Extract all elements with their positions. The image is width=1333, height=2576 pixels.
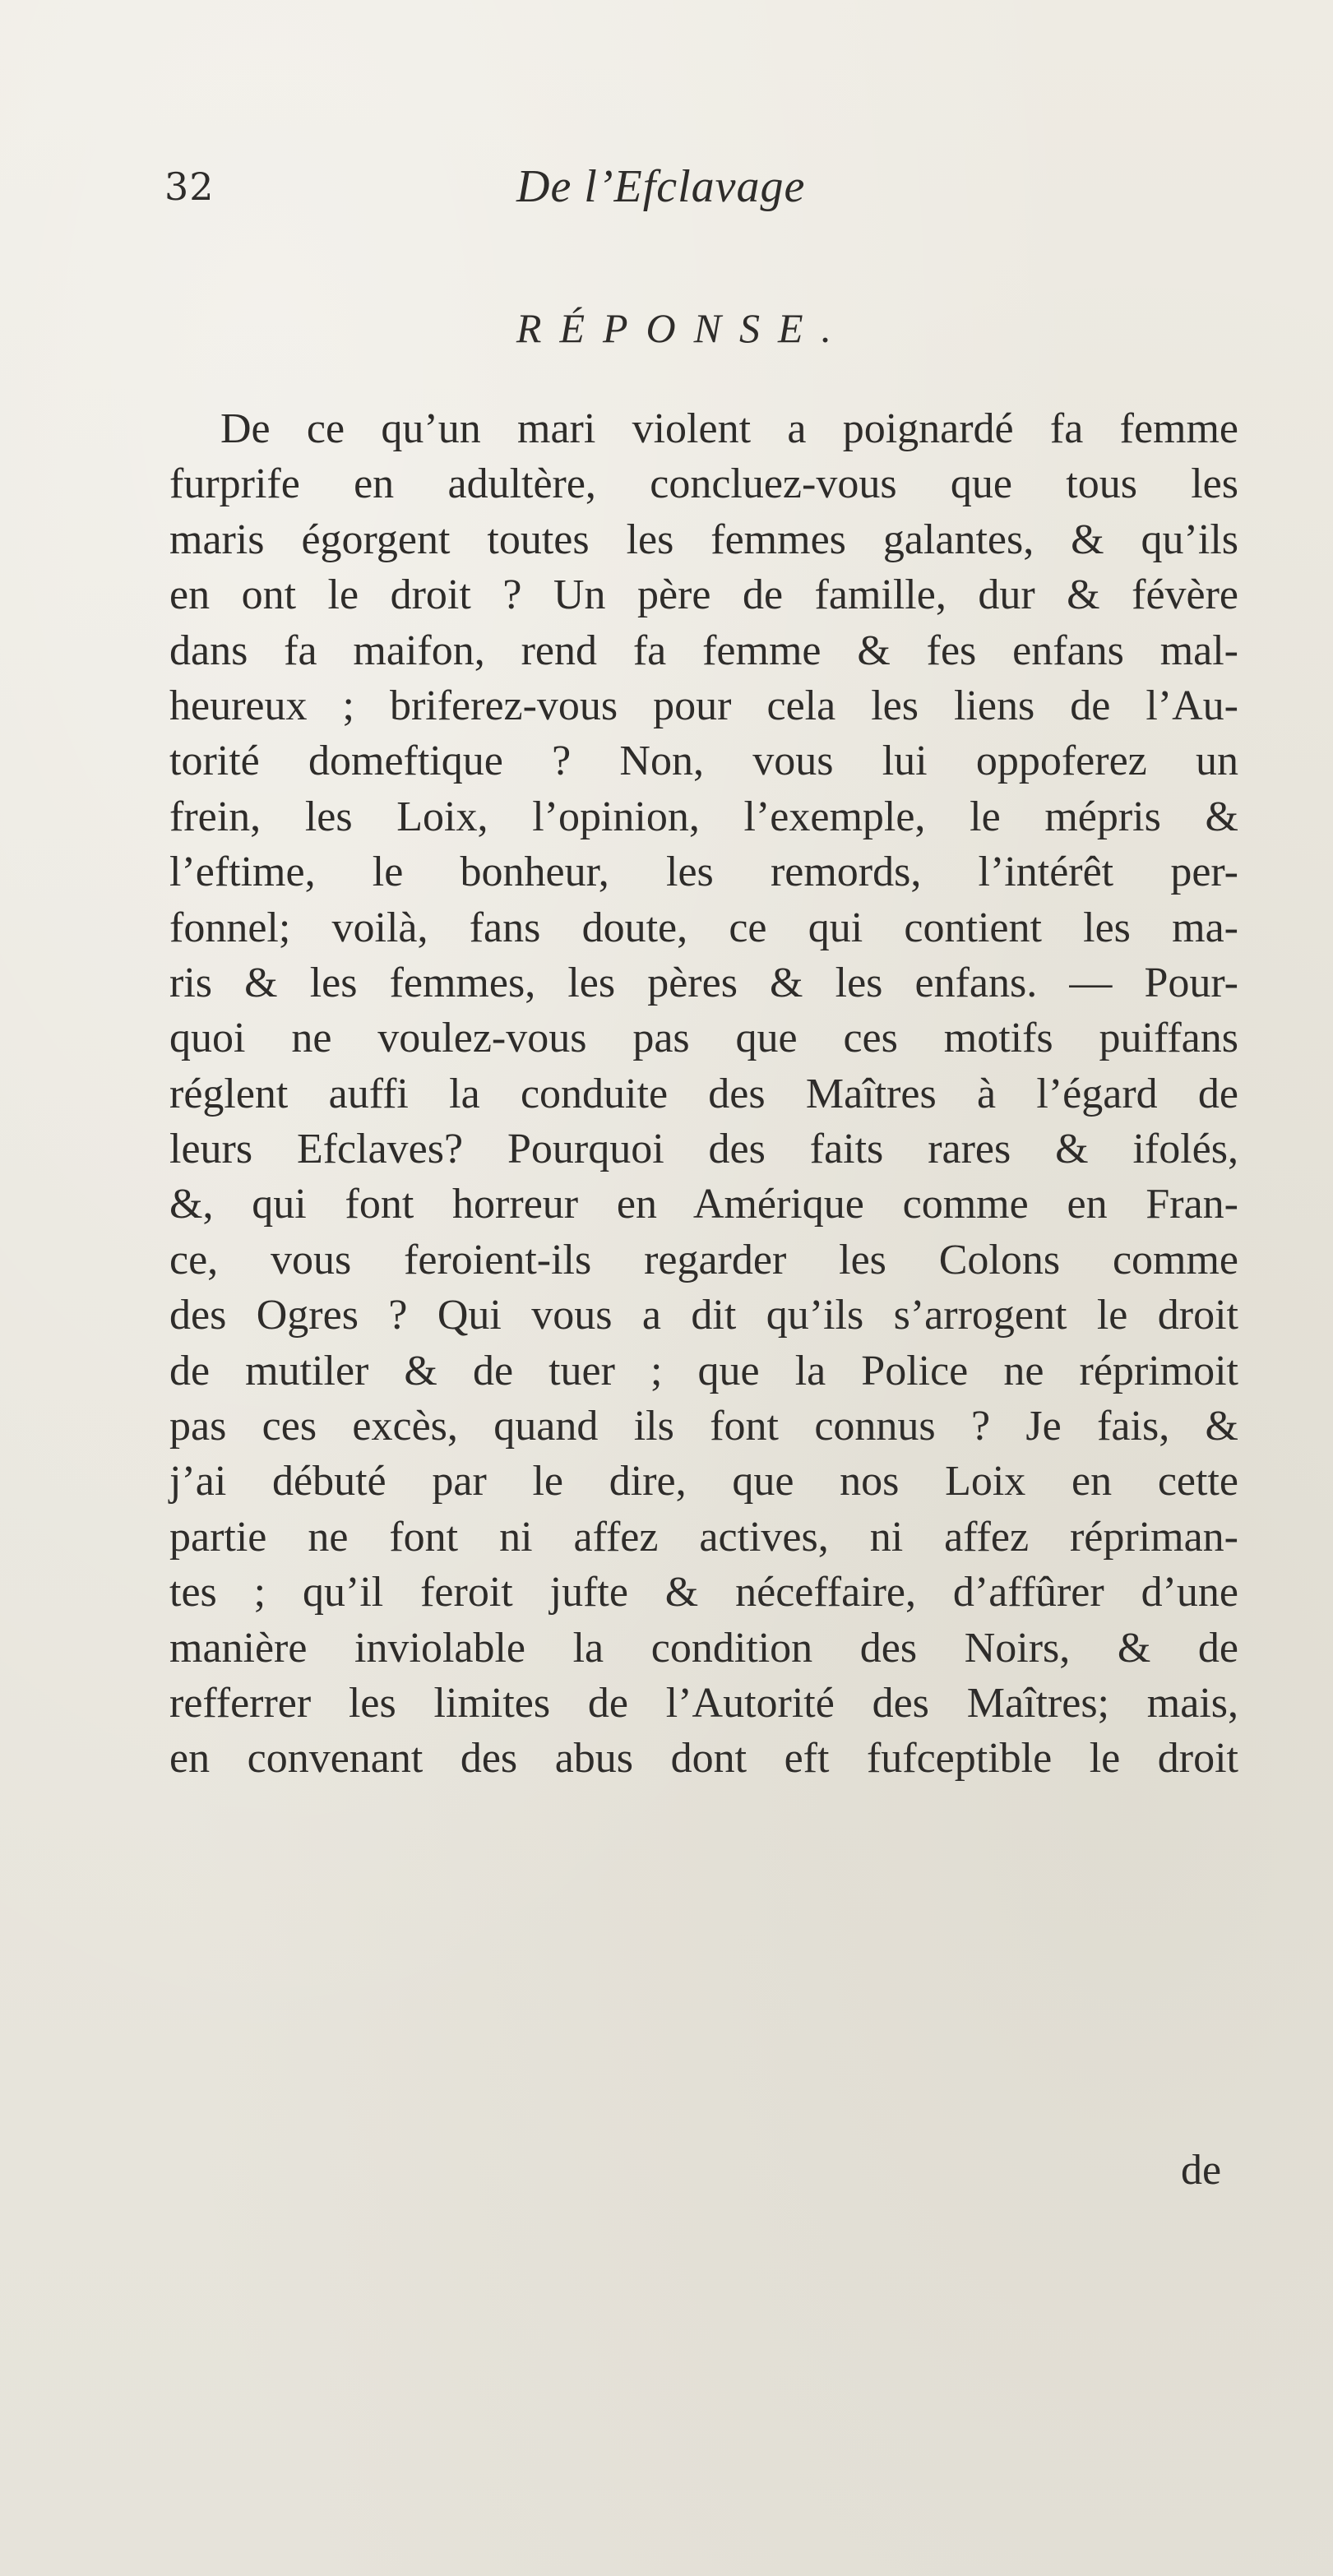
text-line: partie ne font ni affez actives, ni affez répriman- [169,1513,1238,1561]
body-text [169,401,1238,1787]
running-head: De l’Efclavage [516,161,806,212]
text-line: dans fa maifon, rend fa femme & fes enfans mal- [169,627,1238,674]
text-line: tes ; qu’il feroit jufte & néceffaire, d’affûrer d’une [169,1569,1238,1616]
text-line: heureux ; briferez-vous pour cela les liens de l’Au- [169,682,1238,729]
text-line: ris & les femmes, les pères & les enfans. — Pour- [169,959,1238,1006]
text-line: torité domeftique ? Non, vous lui oppoferez un [169,738,1238,785]
text-line: l’eftime, le bonheur, les remords, l’intérêt per- [169,849,1238,896]
text-line: en ont le droit ? Un père de famille, dur & févère [169,571,1238,619]
text-line: De ce qu’un mari violent a poignardé fa femme [220,405,1238,452]
text-line: manière inviolable la condition des Noirs, & de [169,1624,1238,1672]
text-line: j’ai débuté par le dire, que nos Loix en cette [169,1458,1238,1505]
text-line: ce, vous feroient-ils regarder les Colons comme [169,1236,1238,1283]
text-line: frein, les Loix, l’opinion, l’exemple, le mépris & [169,793,1238,840]
text-line: pas ces excès, quand ils font connus ? Je fais, & [169,1403,1238,1450]
text-line: des Ogres ? Qui vous a dit qu’ils s’arrogent le droit [169,1292,1238,1339]
text-line: réglent auffi la conduite des Maîtres à l’égard de [169,1070,1238,1117]
text-line: leurs Efclaves? Pourquoi des faits rares & ifolés, [169,1126,1238,1173]
text-line: &, qui font horreur en Amérique comme en Fran- [169,1181,1238,1228]
text-line: fonnel; voilà, fans doute, ce qui contient les ma- [169,904,1238,951]
text-line: de mutiler & de tuer ; que la Police ne réprimoit [169,1347,1238,1394]
section-title: RÉPONSE. [516,305,850,351]
text-line: refferrer les limites de l’Autorité des Maîtres; mais, [169,1679,1238,1727]
text-line: quoi ne voulez-vous pas que ces motifs puiffans [169,1015,1238,1062]
text-line: furprife en adultère, concluez-vous que tous les [169,460,1238,508]
text-line: en convenant des abus dont eft fufceptible le droit [169,1735,1238,1783]
text-line: maris égorgent toutes les femmes galantes, & qu’ils [169,516,1238,563]
catchword: de [1181,2147,1222,2194]
page-number: 32 [164,164,215,209]
